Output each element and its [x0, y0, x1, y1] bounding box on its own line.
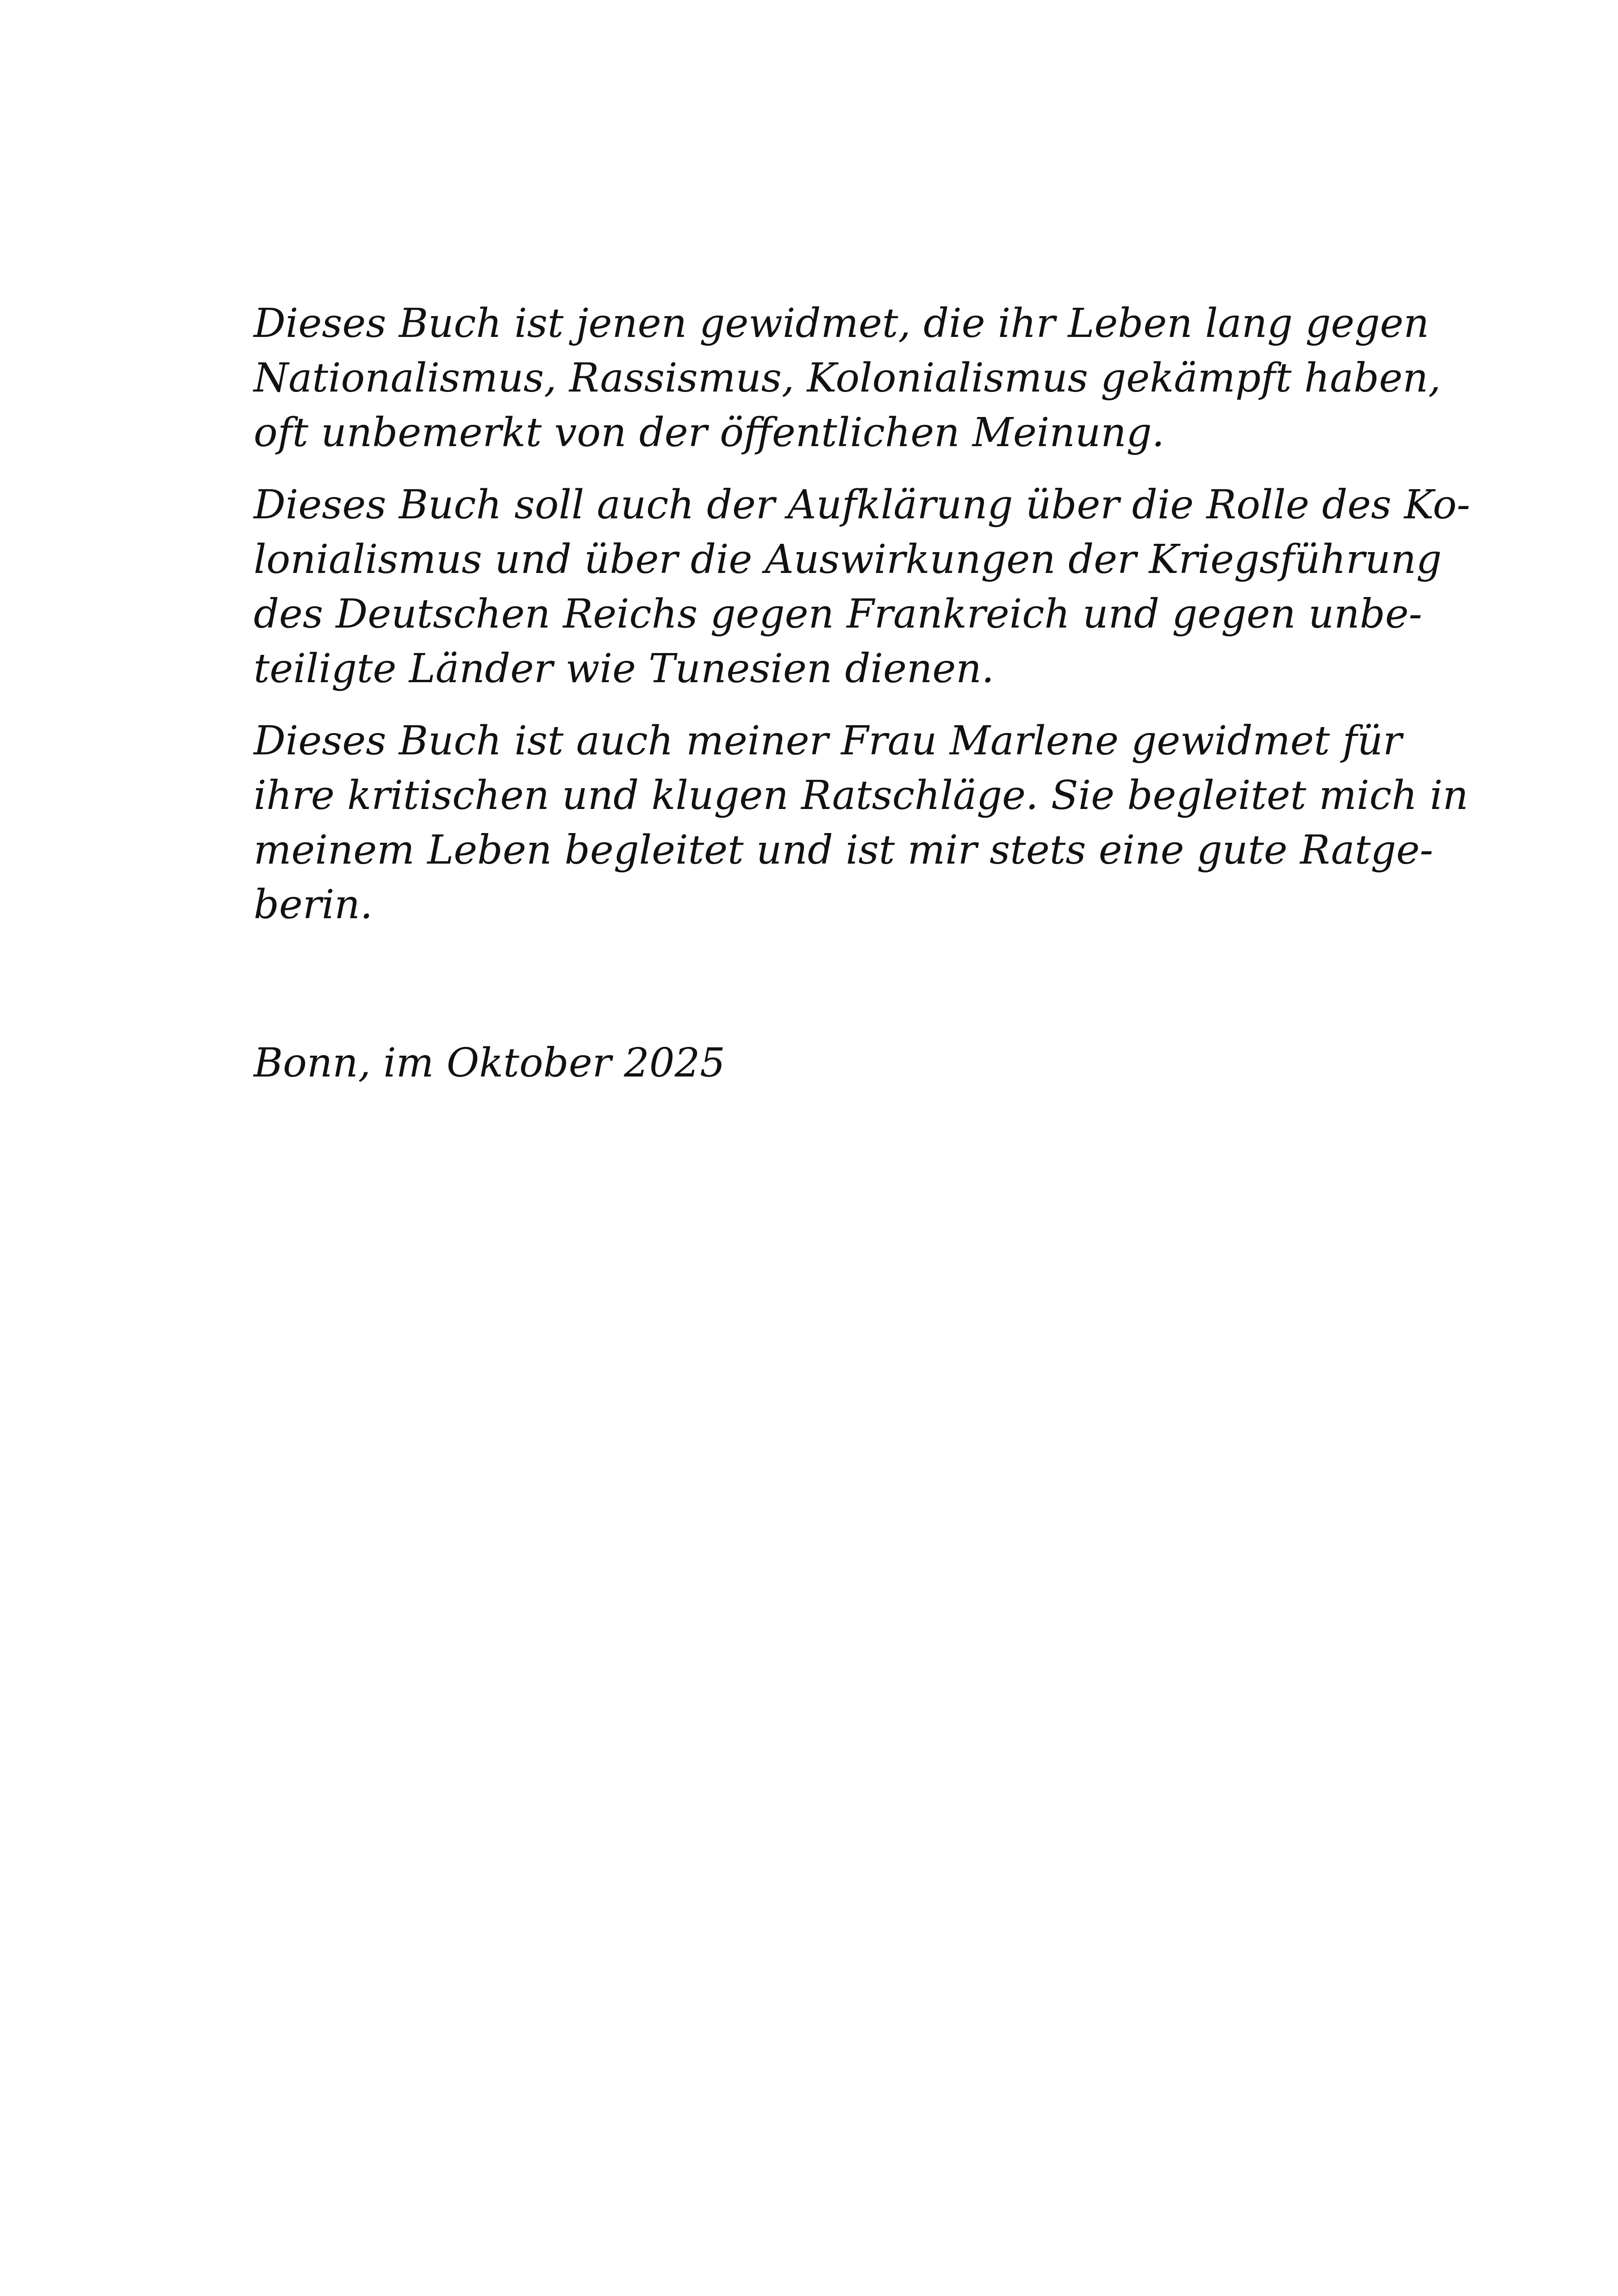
paragraph-line: ihre kritischen und klugen Ratschläge. Sie begleitet mich in	[254, 772, 1469, 819]
dedication-text	[254, 296, 1470, 932]
paragraph-line: Dieses Buch ist auch meiner Frau Marlene gewidmet für	[254, 718, 1402, 764]
paragraph-line: lonialismus und über die Auswirkungen der Kriegsführung	[254, 536, 1442, 583]
paragraph-line: des Deutschen Reichs gegen Frankreich und gegen unbe-	[254, 591, 1422, 637]
dedication-paragraph-3	[254, 714, 1469, 932]
paragraph-line: meinem Leben begleitet und ist mir stets eine gute Ratge-	[254, 827, 1433, 873]
dedication-paragraph-1	[254, 296, 1441, 460]
paragraph-line: oft unbemerkt von der öffentlichen Meinung.	[254, 410, 1165, 456]
paragraph-line: Dieses Buch soll auch der Aufklärung über die Rolle des Ko-	[254, 482, 1470, 528]
paragraph-line: Nationalismus, Rassismus, Kolonialismus gekämpft haben,	[254, 355, 1441, 401]
paragraph-line: berin.	[254, 882, 373, 928]
dedication-paragraph-2	[254, 478, 1470, 696]
paragraph-line: Dieses Buch ist jenen gewidmet, die ihr Leben lang gegen	[254, 300, 1429, 347]
place-and-date: Bonn, im Oktober 2025	[254, 1040, 726, 1086]
paragraph-line: teiligte Länder wie Tunesien dienen.	[254, 646, 995, 692]
